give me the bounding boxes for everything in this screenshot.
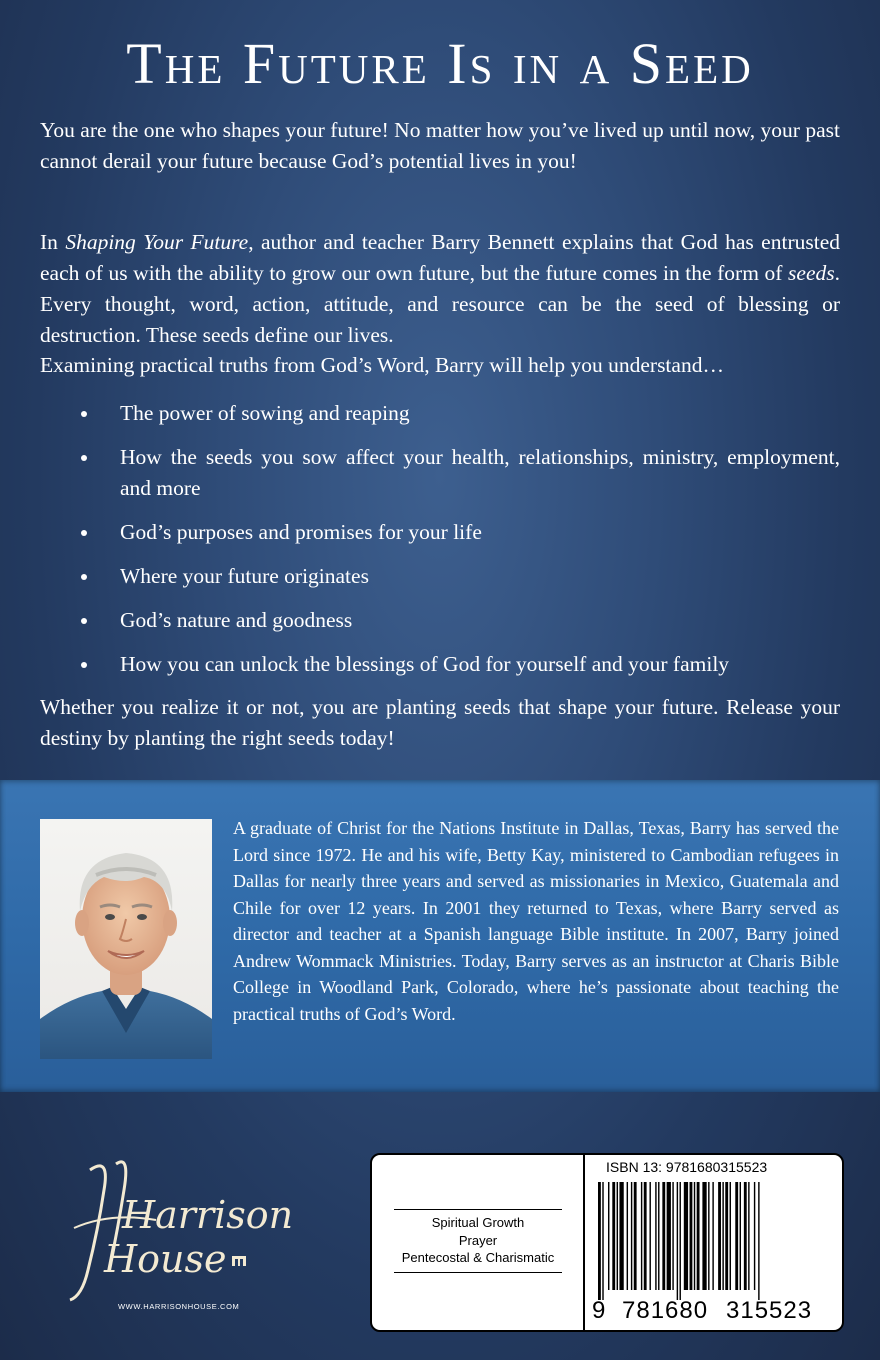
bullet-dot-icon <box>81 574 87 580</box>
bullet-dot-icon <box>81 411 87 417</box>
barcode-bar <box>748 1182 749 1290</box>
barcode-bar <box>744 1182 747 1290</box>
isbn-right-digits: 315523 <box>726 1297 813 1324</box>
barcode-bar <box>725 1182 728 1290</box>
author-bio: A graduate of Christ for the Nations Institute in Dallas, Texas, Barry has served the Lord since 1972. He and his wife, Betty Kay, ministered to Cambodian refugees in Dallas for nearly three years and served as missionaries in Mexico, Guatemala and Chile for over 12 years. In 2001 they returned to Texas, where Barry served as director and teacher at a Spanish language Bible institute. In 2007, Barry joined Andrew Wommack Ministries. Today, Barry serves as an instructor at Charis Bible College in Woodland Park, Colorado, where he’s passionate about teaching the practical truths of God’s Word. <box>233 818 839 1024</box>
barcode-bar <box>602 1182 603 1300</box>
barcode-bar <box>677 1182 678 1300</box>
barcode-bar <box>694 1182 695 1290</box>
isbn-first-digit: 9 <box>592 1297 607 1324</box>
author-portrait-icon <box>40 819 212 1059</box>
list-item-text: How you can unlock the blessings of God for yourself and your family <box>120 652 730 676</box>
barcode-bar <box>598 1182 601 1300</box>
barcode-bar <box>644 1182 647 1290</box>
harrison-house-logo-icon <box>60 1150 300 1320</box>
barcode-bar <box>680 1182 681 1300</box>
barcode-bar <box>712 1182 713 1290</box>
bullet-dot-icon <box>81 530 87 536</box>
intro-paragraph: You are the one who shapes your future! No matter how you’ve lived up until now, your past cannot derail your future because God’s potential lives in you! <box>40 118 840 173</box>
benefits-list <box>40 398 840 693</box>
barcode-bar <box>684 1182 688 1290</box>
barcode-bar <box>649 1182 650 1290</box>
author-photo <box>40 819 212 1059</box>
barcode-bar <box>667 1182 671 1290</box>
list-item <box>40 605 840 636</box>
bullet-dot-icon <box>81 618 87 624</box>
barcode-bar <box>697 1182 700 1290</box>
list-item <box>40 442 840 504</box>
barcode-bar <box>617 1182 618 1290</box>
list-item-text: How the seeds you sow affect your health, relationships, ministry, employment, and more <box>120 445 840 500</box>
barcode-bar <box>631 1182 632 1290</box>
back-cover-title: The Future Is in a Seed <box>126 31 754 96</box>
logo-text-house: House <box>104 1237 227 1281</box>
list-item <box>40 517 840 548</box>
bullet-dot-icon <box>81 662 87 668</box>
barcode-bar <box>608 1182 609 1290</box>
barcode-icon <box>594 1182 830 1302</box>
barcode-bar <box>722 1182 723 1290</box>
barcode-bar <box>634 1182 637 1290</box>
barcode-bar <box>740 1182 741 1290</box>
list-item-text: God’s nature and goodness <box>120 608 353 632</box>
list-item <box>40 649 840 680</box>
category-item: Pentecostal & Charismatic <box>401 1250 555 1265</box>
barcode-bar <box>718 1182 721 1290</box>
list-item-text: Where your future originates <box>120 564 369 588</box>
barcode-bar <box>619 1182 623 1290</box>
category-item: Spiritual Growth <box>431 1215 525 1230</box>
barcode-bar <box>658 1182 659 1290</box>
barcode-bar <box>641 1182 642 1290</box>
publisher-url: WWW.HARRISONHOUSE.COM <box>118 1302 240 1311</box>
isbn-left-digits: 781680 <box>622 1297 709 1324</box>
list-item <box>40 398 840 429</box>
barcode-bar <box>690 1182 693 1290</box>
seeds-italic: seeds <box>788 261 835 285</box>
barcode-bar <box>672 1182 673 1290</box>
book-title-italic: Shaping Your Future <box>65 230 249 254</box>
barcode-bar <box>758 1182 759 1300</box>
isbn-label: ISBN 13: 9781680315523 <box>606 1159 768 1175</box>
description-text-middle: , author and teacher Barry Bennett explains that God has entrusted each of us with the ability to grow our own future, but the future comes in the form of <box>40 230 840 285</box>
category-item: Prayer <box>458 1232 498 1248</box>
barcode-bar <box>655 1182 656 1290</box>
list-item-text: God’s purposes and promises for your life <box>120 520 482 544</box>
list-item <box>40 561 840 592</box>
barcode-bar <box>662 1182 665 1290</box>
barcode-bar <box>735 1182 738 1290</box>
barcode-divider <box>583 1155 585 1330</box>
barcode-bar <box>612 1182 615 1290</box>
barcode-bar <box>627 1182 628 1290</box>
list-item-text: The power of sowing and reaping <box>120 401 410 425</box>
closing-paragraph: Whether you realize it or not, you are planting seeds that shape your future. Release your destiny by planting the right seeds today! <box>40 695 840 750</box>
barcode-bar <box>730 1182 731 1290</box>
category-list <box>394 1209 562 1273</box>
description-paragraph <box>40 227 840 351</box>
barcode-bar <box>708 1182 709 1290</box>
barcode-bar <box>702 1182 706 1290</box>
description-text-start: In <box>40 230 66 254</box>
logo-text-harrison: Harrison <box>122 1193 294 1237</box>
barcode-bar <box>754 1182 755 1290</box>
barcode-panel <box>370 1153 844 1332</box>
description-text-end: . Every thought, word, action, attitude, and resource can be the seed of blessing or destruction. These seeds define our lives. <box>40 261 840 347</box>
publisher-logo <box>60 1150 300 1320</box>
lead-in-paragraph: Examining practical truths from God’s Word, Barry will help you understand… <box>40 353 724 377</box>
bullet-dot-icon <box>81 455 87 461</box>
